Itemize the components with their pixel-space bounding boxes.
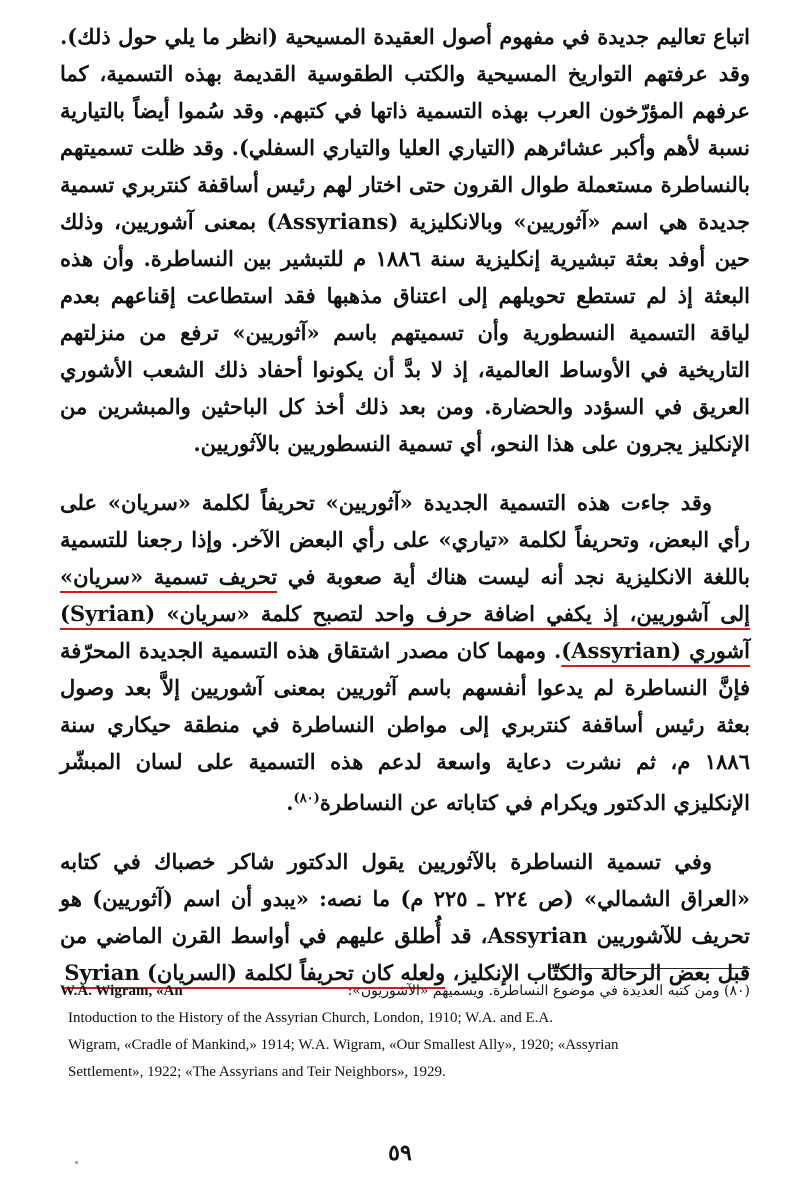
paragraph-3-part1: وفي تسمية النساطرة بالآثوريين يقول الدكتور شاكر خصباك في كتابه «العراق الشمالي» (ص ٢٢٤ ـ ٢٢٥ م) ما نصه: «يبدو أن اسم (آثوريين) هو تحريف للآشوريين Assyrian، قد أُطلق عليهم في أواسط القرن الماضي من قبل بعض الرحالة والكتّاب الإنكليز، bbox=[60, 849, 751, 985]
footnote-reference[interactable]: (٨٠) bbox=[293, 791, 320, 806]
paragraph-2 bbox=[60, 484, 750, 821]
footnote bbox=[60, 978, 750, 1086]
footnote-english-start: W.A. Wigram, «An bbox=[60, 983, 183, 999]
footnote-line-4: Settlement», 1922; «The Assyrians and Teir Neighbors», 1929. bbox=[68, 1064, 446, 1080]
paragraph-1 bbox=[60, 18, 750, 462]
paragraph-2-part2: . ومهما كان مصدر اشتقاق هذه التسمية الجديدة المحرّفة فإنَّ النساطرة لم يدعوا أنفسهم باسم آثوريين بمعنى آشوريين إلاَّ بعد وصول بعثة رئيس أساقفة كنتربري إلى مواطن النساطرة في منطقة حيكاري سنة ١٨٨٦ م، ثم نشرت دعاية واسعة لدعم هذه التسمية على لسان المبشّر الإنكليزي الدكتور ويكرام في كتاباته عن النساطرة bbox=[60, 638, 750, 815]
scan-speck bbox=[75, 1161, 78, 1164]
footnote-first-line bbox=[60, 978, 750, 1005]
paragraph-1-text: اتباع تعاليم جديدة في مفهوم أصول العقيدة المسيحية (انظر ما يلي حول ذلك). وقد عرفتهم التواريخ المسيحية والكتب الطقوسية القديمة بهذه التسمية، كما عرفهم المؤرّخون العرب بهذه التسمية ذاتها في كتبهم. وقد سُموا أيضاً بالتيارية نسبة لأهم وأكبر عشائرهم (التياري العليا والتياري السفلي). وقد ظلت تسميتهم بالنساطرة مستعملة طوال القرون حتى اختار لهم رئيس أساقفة كنتربري تسمية جديدة هي اسم «آثوريين» وبالانكليزية (Assyrians) بمعنى آشوريين، وذلك حين أوفد بعثة تبشيرية إنكليزية سنة ١٨٨٦ م للتبشير بين النساطرة. وأن هذه البعثة إذ لم تستطع تحويلهم إلى اعتناق مذهبها فقد استطاعت إقناعهم بعدم لياقة التسمية النسطورية وأن تسميتهم باسم «آثوريين» ترفع من منزلتهم التاريخية في الأوساط العالمية، إذ لا بدَّ أن يكونوا أحفاد ذلك الشعب الأشوري العريق في السؤدد والحضارة. ومن بعد ذلك أخذ كل الباحثين والمبشرين من الإنكليز يجرون على هذا النحو، أي تسمية النسطوريين بالآثوريين. bbox=[60, 24, 751, 456]
paragraph-2-underlined: تحريف تسمية «سريان» إلى آشوريين، إذ يكفي اضافة حرف واحد لتصبح كلمة «سريان» (Syrian) آشوري (Assyrian) bbox=[60, 564, 750, 663]
page-number: ٥٩ bbox=[388, 1140, 412, 1166]
page-body bbox=[60, 18, 750, 991]
footnote-line-2: Intoduction to the History of the Assyrian Church, London, 1910; W.A. and E.A. bbox=[68, 1010, 553, 1026]
paragraph-2-part1: وقد جاءت هذه التسمية الجديدة «آثوريين» تحريفاً لكلمة «سريان» على رأي البعض، وتحريفاً لكلمة «تياري» على رأي البعض الآخر. وإذا رجعنا للتسمية باللغة الانكليزية نجد أنه ليست هناك أية صعوبة في bbox=[60, 490, 751, 589]
footnote-line-3: Wigram, «Cradle of Mankind,» 1914; W.A. Wigram, «Our Smallest Ally», 1920; «Assyrian bbox=[68, 1037, 619, 1053]
paragraph-2-end: . bbox=[286, 790, 294, 815]
footnote-divider bbox=[550, 968, 750, 969]
footnote-arabic: (٨٠) ومن كتبه العديدة في موضوع النساطرة. ويسميهم «الآشوريون»: bbox=[347, 983, 750, 999]
paragraph-3-underlined: ولعله كان تحريفاً لكلمة (السريان) Syrian bbox=[64, 960, 446, 985]
